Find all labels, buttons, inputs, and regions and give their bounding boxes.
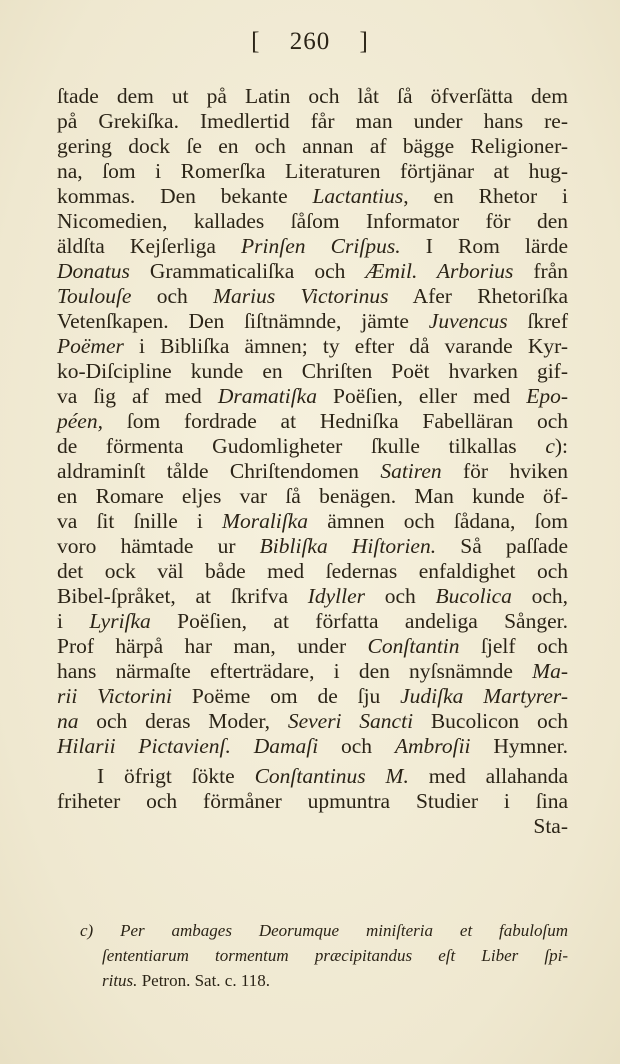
footnote-text: ſententiarum tormentum præcipitandus eſt Liber ſpi- <box>102 946 568 965</box>
text: Bibel-ſpråket, at ſkrifva <box>57 584 308 608</box>
text-line <box>57 259 568 284</box>
text-line <box>57 234 568 259</box>
text-line <box>57 284 568 309</box>
text: Poëſien, eller med <box>316 384 527 408</box>
text: ſjelf och <box>459 634 568 658</box>
italic-text: Idyller <box>307 584 366 608</box>
text-line <box>57 159 568 184</box>
text: ko-Diſcipline kunde en Chriſten Poët hvarken gif- <box>57 359 568 383</box>
footnote-line <box>80 943 568 968</box>
text: äldſta Kejſerliga <box>57 234 242 258</box>
text: Bucolicon och <box>413 709 568 733</box>
text-line <box>57 634 568 659</box>
italic-text: Satiren <box>380 459 442 483</box>
italic-text: Severi Sancti <box>287 709 414 733</box>
italic-text: Juvencus <box>428 309 508 333</box>
italic-text: Donatus <box>57 259 130 283</box>
text: Nicomedien, kallades ſåſom Informator för den <box>57 209 568 233</box>
text-line <box>57 509 568 534</box>
text: friheter och förmåner upmuntra Studier i ſina <box>57 789 568 813</box>
italic-text: c <box>545 434 555 458</box>
page-number-header: [ 260 ] <box>251 28 369 55</box>
footnote-text: c) <box>80 921 121 940</box>
text: kommas. Den bekante <box>57 184 313 208</box>
text-line <box>57 334 568 359</box>
text-line <box>57 184 568 209</box>
text: ): <box>554 434 568 458</box>
italic-text: na <box>57 709 79 733</box>
text-line <box>57 84 568 109</box>
italic-text: Marius Victorinus <box>213 284 389 308</box>
italic-text: Bibliſka Hiſtorien. <box>259 534 437 558</box>
italic-text: Conſtantin <box>367 634 460 658</box>
text: och <box>318 734 395 758</box>
text: gering dock ſe en och annan af bägge Religioner- <box>57 134 568 158</box>
footnote-text: Per ambages Deorumque miniſteria et fabuloſum <box>120 921 568 940</box>
text-line <box>57 684 568 709</box>
italic-text: Conſtantinus M. <box>254 764 409 788</box>
text-line <box>57 209 568 234</box>
text-line <box>57 409 568 434</box>
text-line <box>57 709 568 734</box>
italic-text: Bucolica <box>435 584 512 608</box>
text: Sta- <box>533 814 568 838</box>
text: ſom fordrade at Hedniſka Fabelläran och <box>102 409 568 433</box>
text: ſkref <box>507 309 568 333</box>
footnote-line <box>80 918 568 943</box>
text: Poëme om de ſju <box>172 684 401 708</box>
text: I öfrigt ſökte <box>97 764 255 788</box>
text-line <box>57 789 568 814</box>
italic-text: Lactantius <box>312 184 404 208</box>
text: na, ſom i Romerſka Literaturen förtjänar at hug- <box>57 159 568 183</box>
italic-text: Prinſen Criſpus. <box>241 234 401 258</box>
text-line <box>57 484 568 509</box>
text: de förmenta Gudomligheter ſkulle tilkallas <box>57 434 546 458</box>
italic-text: Dramatiſka <box>217 384 317 408</box>
text: i <box>57 609 90 633</box>
text-line <box>57 534 568 559</box>
text-line <box>57 359 568 384</box>
italic-text: rii Victorini <box>57 684 172 708</box>
text: va ſit ſnille i <box>57 509 223 533</box>
footnote-text: Petron. Sat. c. 118. <box>137 971 270 990</box>
text: Prof härpå har man, under <box>57 634 368 658</box>
text: I Rom lärde <box>400 234 568 258</box>
text-line <box>57 384 568 409</box>
footnote-line <box>80 968 568 993</box>
italic-text: Judiſka Martyrer- <box>400 684 569 708</box>
text: aldraminſt tålde Chriſtendomen <box>57 459 381 483</box>
footnote-text: ritus. <box>102 971 138 990</box>
italic-text: Poëmer <box>57 334 124 358</box>
text: och, <box>511 584 569 608</box>
italic-text: Toulouſe <box>57 284 132 308</box>
text: ſtade dem ut på Latin och låt ſå öfverſätta dem <box>57 84 568 108</box>
text-line <box>57 764 568 789</box>
text-line <box>57 434 568 459</box>
text: hans närmaſte efterträdare, i den nyſsnämnde <box>57 659 533 683</box>
text: på Grekiſka. Imedlertid får man under hans re- <box>57 109 568 133</box>
text: Så paſſade <box>436 534 568 558</box>
text: från <box>513 259 568 283</box>
text: ämnen och ſådana, ſom <box>308 509 568 533</box>
text: det ock väl både med ſedernas enfaldighet och <box>57 559 568 583</box>
text: , en Rhetor i <box>403 184 568 208</box>
text: voro hämtade ur <box>57 534 260 558</box>
italic-text: Moraliſka <box>222 509 309 533</box>
text-line <box>57 559 568 584</box>
text-line <box>57 109 568 134</box>
italic-text: Ma- <box>532 659 568 683</box>
text: och <box>131 284 214 308</box>
text: Poëſien, at författa andeliga Sånger. <box>150 609 568 633</box>
italic-text: Lyriſka <box>89 609 151 633</box>
text: för hviken <box>441 459 568 483</box>
italic-text: Æmil. Arborius <box>365 259 514 283</box>
text: en Romare eljes var ſå benägen. Man kunde öf- <box>57 484 568 508</box>
text: och <box>365 584 436 608</box>
text: Afer Rhetoriſka <box>388 284 568 308</box>
text-line <box>57 734 568 759</box>
text: Vetenſkapen. Den ſiſtnämnde, jämte <box>57 309 429 333</box>
italic-text: péen, <box>57 409 103 433</box>
text-line <box>57 814 568 839</box>
text-line <box>57 584 568 609</box>
footnote <box>80 918 568 993</box>
text: och deras Moder, <box>78 709 288 733</box>
text-line <box>57 309 568 334</box>
text: Grammaticaliſka och <box>129 259 366 283</box>
italic-text: Hilarii Pictavienſ. Damaſi <box>57 734 319 758</box>
text: med allahanda <box>408 764 569 788</box>
text: va ſig af med <box>57 384 218 408</box>
text: Hymner. <box>470 734 568 758</box>
italic-text: Ambroſii <box>394 734 471 758</box>
italic-text: Epo- <box>526 384 568 408</box>
text-line <box>57 134 568 159</box>
text: i Bibliſka ämnen; ty efter då varande Kyr- <box>123 334 568 358</box>
text-line <box>57 609 568 634</box>
text-line <box>57 459 568 484</box>
text-line <box>57 659 568 684</box>
main-text <box>57 84 568 839</box>
